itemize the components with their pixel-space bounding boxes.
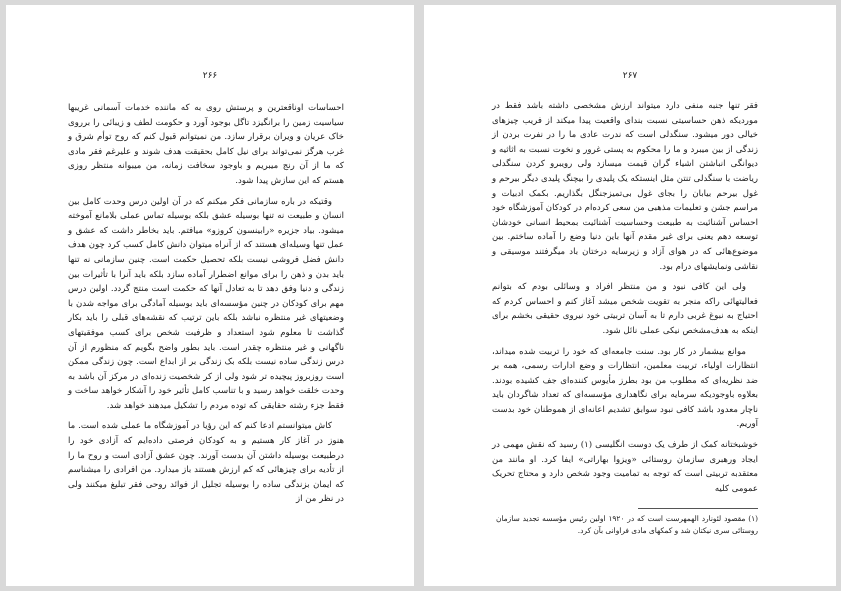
body-text [492, 99, 758, 496]
paragraph: کاش میتوانستم ادعا کنم که این رؤیا در آموزشگاه ما عملی شده است. ما هنوز در آغاز کار هستیم و به کودکان فرصتی داده‌ایم که آزادی خود را درطبیعت بوسیله داشتن آن بدست آورند. چون عشق آزادی است و روح ما را از تأدیه برای چیزهائی که کم ارزش هستند باز میدارد. من افرادی را میشناسم که ایمان بزندگی ساده را بوسیله تجلیل از فوائد روحی فقر تبلیغ میکنند ولی در نظر من از [68, 421, 344, 505]
page-left [6, 5, 414, 586]
page-number: ۲۶۷ [622, 71, 638, 81]
paragraph: موانع بیشمار در کار بود. سنت جامعه‌ای که خود را تربیت شده میداند، انتظارات اولیاء، تربیت معلمین، انتظارات و وضع ادارات رسمی، همه بر ضد نظریه‌ای که مطلوب من بود بطرز مأیوس کننده‌ای جف کشیده بودند. بعلاوه باوجودیکه سرمایه برای نگاهداری مؤسسه‌ای که تعداد شاگردان باید ناچار معدود باشد کافی نبود سوابق تشدیم اعانه‌ای از هموطنان خود بدست آوریم. [492, 346, 758, 430]
body-text [68, 101, 344, 507]
footnote-separator [496, 508, 759, 537]
paragraph: احساسات اوناقعترین و پرستش روی به که ماننده خدمات آسمانی غریبها سیاسیت زمین را برانگیزد تاگل بوجود آورد و حکومت لطف و زیبائی را برروی خاک عریان و ویران برقرار سازد. من نمیتوانم قبول کنم که روح توأم شرق و غرب هرگز نمی‌تواند برای نیل کامل بحقیقت هدف شوند و علیرغم فقر مادی که ما از آن رنج میبریم و باوجود سخافت زمانه، من میبوانه منتظر روزی هستم که این سازش پیدا شود. [68, 103, 344, 186]
page-right [424, 5, 836, 586]
paragraph: ولی این کافی نبود و من منتظر افراد و وسائلی بودم که بتوانم فعالیتهائی راکه منجر به تقویت شخص میشد آغاز کنم و احساس کردم که احتیاج به نبوغ غربی دارم تا به آسان تربیتی خود نیروی حقیقی بخشم برای اینکه به هدف‌مشخص نیکی عملی نائل شود. [492, 282, 758, 336]
paragraph: فقر تنها جنبه منفی دارد میتواند ارزش مشخصی داشته باشد فقط در موردیکه ذهن حساسیتی نسبت بندای واقعیت پیدا میکند از فریب چیزهای خیالی دور میشود. سنگدلی است که ندرت عادی ما را در نفرت بردن از زندگی از بین میبرد و ما را محکوم به پستی غرور و نخوت نسبت به اثاثیه و دیوانگی انباشتن اشیاء گران قیمت میسازد ولی رویبرو کردن سنگدلی ریاضت با سنگدلی تنتن مثل اینستکه یک پلیدی را بیچنگ پلیدی دیگر بیرحم و غول بیرحم بیابان را بجای غول بی‌تمیزجنگل بگذاریم. بکمک ادبیات و مراسم جشن و تعلیمات مذهبی من سعی کرده‌ام در کودکان آموزشگاه خود احساس آشنائیت به طبیعت وحساسیت آشنائیت بمحیط انسانی خودشان توسعه دهم یعنی برای غیر مقدم آنها باین دنیا وضع را آماده ساختم. بین موضوع‌هائی که در هوای آزاد و زیرسایه درختان باد میگرفتند موسیقی و نقاشی ونمایشهای درام بود. [492, 101, 758, 272]
paragraph: وقتیکه در باره سازمانی فکر میکنم که در آن اولین درس وحدت کامل بین انسان و طبیعت نه تنها بوسیله عشق بلکه بوسیله تماس عملی بلامانع آموخته میشود. بیاد جزیره «رابینسون کروزو» میافتم. باید بخاطر داشت که عشق و عمل تنها وسیله‌ای هستند که از آنراه میتوان دانش کامل کسب کرد چون هدف دانش فضل فروشی نیست بلکه تحصیل حکمت است. چنین سازمانی نه تنها باید بدن و ذهن را برای موانع اضطرار آماده سازد بلکه باید آنرا با تأثیرات بین زندگی و دنیا وفق دهد تا به تعادل آنها که حکمت است منتج گردد. اولین درس مهم برای کودکان در چنین مؤسسه‌ای باید بوسیله آمادگی برای مواجه شدن با وضعیتهای غیر منتظره نباشد بلکه باین ترتیب که نقشه‌های قبلی را باید بکار گذاشت تا معلوم شود استعداد و ظرفیت شخص برای کسب موفقیتهای ناگهانی و غیر منتظره چقدر است. باید بطور واضح بگویم که منظورم از آن درس زندگی ساده نیست بلکه بک زندگی بر از ابداع است. چون زندگی ممکن است روزبروز پیچیده تر شود ولی از کر شخصیت زنده‌ای در مرکز آن باشد به وحدت خلقت خواهد رسید و با تناسب کامل تأثیر خود را آشکار خواهد ساخت و فقط جزء رشته حقایقی که توده مردم را تشکیل میدهند خواهد شد. [68, 196, 344, 411]
paragraph: خوشبختانه کمک از طرف یک دوست انگلیسی (۱) رسید که نقش مهمی در ایجاد ورهبری سازمان روستائی «ویزوا بهاراتی» ایفا کرد. او مانند من معتقدبه تربیتی است که توجه به تمامیت وجود شخص دارد و محتاج تحریک عمومی کلیه [492, 440, 758, 494]
footnote: (۱) مقصود لئونارد الهمهرست است که در ۱۹۲۰ اولین رئیس مؤسسه تجدید سازمان روستائی سری نیکتان شد و کمکهای مادی فراوانی بآن کرد. [496, 514, 759, 536]
page-number: ۲۶۶ [202, 71, 218, 81]
